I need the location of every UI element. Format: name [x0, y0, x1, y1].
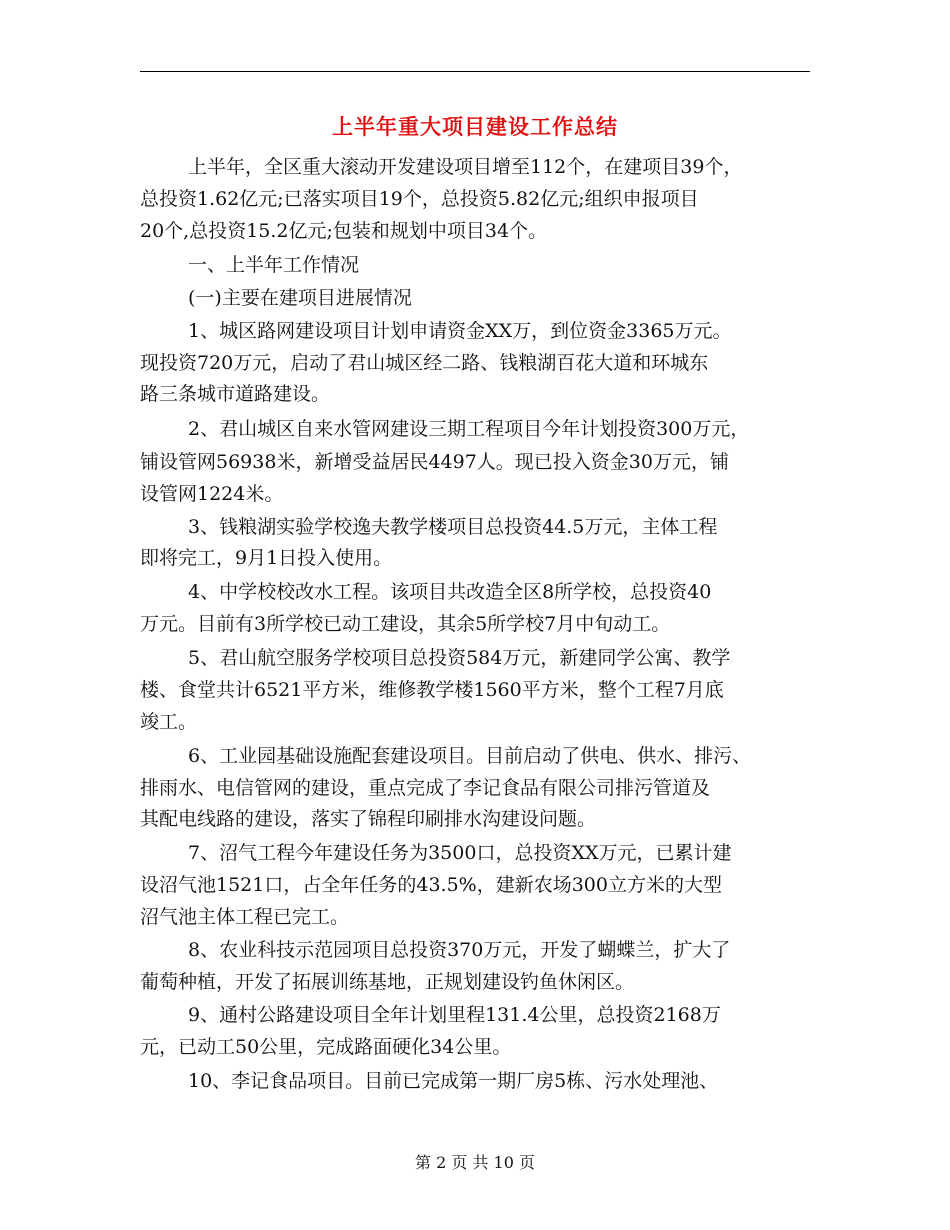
body-line: 1、城区路网建设项目计划申请资金XX万，到位资金3365万元。 [188, 320, 732, 342]
body-line: 设管网1224米。 [140, 483, 284, 505]
header-rule [140, 71, 810, 72]
document-title: 上半年重大项目建设工作总结 [332, 114, 618, 139]
body-line: 葡萄种植，开发了拓展训练基地，正规划建设钓鱼休闲区。 [140, 971, 635, 993]
body-line: 路三条城市道路建设。 [140, 383, 331, 405]
body-line: 6、工业园基础设施配套建设项目。目前启动了供电、供水、排污、 [188, 745, 752, 767]
body-line: 设沼气池1521口，占全年任务的43.5%，建新农场300立方米的大型 [140, 874, 722, 896]
body-line: 即将完工，9月1日投入使用。 [140, 547, 393, 569]
body-line: 10、李记食品项目。目前已完成第一期厂房5栋、污水处理池、 [188, 1070, 719, 1092]
page-footer: 第 2 页 共 10 页 [415, 1153, 535, 1172]
body-line: 元，已动工50公里，完成路面硬化34公里。 [140, 1036, 512, 1058]
subsection-heading: (一)主要在建项目进展情况 [188, 287, 412, 309]
body-line: 5、君山航空服务学校项目总投资584万元，新建同学公寓、教学 [188, 647, 731, 669]
body-line: 沼气池主体工程已完工。 [140, 906, 350, 928]
body-line: 其配电线路的建设，落实了锦程印刷排水沟建设问题。 [140, 808, 597, 830]
body-line: 万元。目前有3所学校已动工建设，其余5所学校7月中旬动工。 [140, 613, 671, 635]
body-line: 2、君山城区自来水管网建设三期工程项目今年计划投资300万元， [188, 418, 750, 440]
body-line: 上半年，全区重大滚动开发建设项目增至112个，在建项目39个， [188, 156, 743, 178]
body-line: 3、钱粮湖实验学校逸夫教学楼项目总投资44.5万元，主体工程 [188, 516, 718, 538]
body-line: 楼、食堂共计6521平方米，维修教学楼1560平方米，整个工程7月底 [140, 679, 724, 701]
body-line: 铺设管网56938米，新增受益居民4497人。现已投入资金30万元，铺 [140, 451, 729, 473]
body-line: 现投资720万元，启动了君山城区经二路、钱粮湖百花大道和环城东 [140, 352, 709, 374]
body-line: 9、通村公路建设项目全年计划里程131.4公里，总投资2168万 [188, 1004, 721, 1026]
body-line: 竣工。 [140, 711, 198, 733]
body-line: 8、农业科技示范园项目总投资370万元，开发了蝴蝶兰，扩大了 [188, 939, 731, 961]
body-line: 20个,总投资15.2亿元;包装和规划中项目34个。 [140, 220, 548, 242]
body-line: 总投资1.62亿元;已落实项目19个，总投资5.82亿元;组织申报项目 [140, 188, 699, 210]
body-line: 排雨水、电信管网的建设，重点完成了李记食品有限公司排污管道及 [140, 777, 711, 799]
body-line: 4、中学校校改水工程。该项目共改造全区8所学校，总投资40 [188, 581, 712, 603]
section-heading: 一、上半年工作情况 [188, 254, 360, 276]
body-line: 7、沼气工程今年建设任务为3500口，总投资XX万元，已累计建 [188, 842, 732, 864]
